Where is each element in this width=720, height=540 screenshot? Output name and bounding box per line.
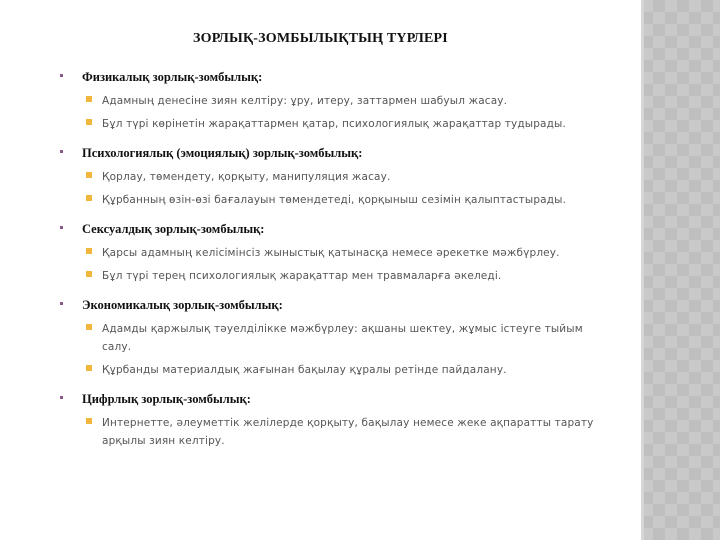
square-bullet-icon	[86, 195, 92, 201]
list-item: Адамның денесіне зиян келтіру: ұру, итеру, заттармен шабуыл жасау.	[60, 91, 610, 109]
list-item: Құрбанның өзін-өзі бағалауын төмендетеді, қорқыныш сезімін қалыптастырады.	[60, 190, 610, 208]
section-psychological	[60, 144, 610, 208]
square-bullet-icon	[60, 226, 63, 229]
side-panel-edge	[641, 0, 644, 540]
list-item: Бұл түрі көрінетін жарақаттармен қатар, психологиялық жарақаттар тудырады.	[60, 114, 610, 132]
list-item-heading: Сексуалдық зорлық-зомбылық:	[60, 220, 610, 238]
list-item: Құрбанды материалдық жағынан бақылау құралы ретінде пайдалану.	[60, 360, 610, 378]
square-bullet-icon	[86, 172, 92, 178]
square-bullet-icon	[86, 96, 92, 102]
section-sexual	[60, 220, 610, 284]
square-bullet-icon	[86, 248, 92, 254]
decorative-side-panel	[641, 0, 720, 540]
section-economic	[60, 296, 610, 378]
list-item-heading: Психологиялық (эмоциялық) зорлық-зомбылық:	[60, 144, 610, 162]
square-bullet-icon	[86, 324, 92, 330]
square-bullet-icon	[86, 119, 92, 125]
bullet-list	[60, 68, 610, 461]
square-bullet-icon	[60, 396, 63, 399]
list-item-heading: Физикалық зорлық-зомбылық:	[60, 68, 610, 86]
square-bullet-icon	[60, 302, 63, 305]
list-item: Интернетте, әлеуметтік желілерде қорқыту, бақылау немесе жеке ақпаратты тарату арқылы зиян келтіру.	[60, 413, 610, 449]
square-bullet-icon	[86, 271, 92, 277]
list-item: Бұл түрі терең психологиялық жарақаттар мен травмаларға әкеледі.	[60, 266, 610, 284]
square-bullet-icon	[60, 74, 63, 77]
list-item: Адамды қаржылық тәуелділікке мәжбүрлеу: ақшаны шектеу, жұмыс істеуге тыйым салу.	[60, 319, 610, 355]
section-digital	[60, 390, 610, 449]
list-item-heading: Цифрлық зорлық-зомбылық:	[60, 390, 610, 408]
square-bullet-icon	[60, 150, 63, 153]
list-item-heading: Экономикалық зорлық-зомбылық:	[60, 296, 610, 314]
square-bullet-icon	[86, 418, 92, 424]
list-item: Қарсы адамның келісімінсіз жыныстық қатынасқа немесе әрекетке мәжбүрлеу.	[60, 243, 610, 261]
square-bullet-icon	[86, 365, 92, 371]
list-item: Қорлау, төмендету, қорқыту, манипуляция жасау.	[60, 167, 610, 185]
section-physical	[60, 68, 610, 132]
slide-title: ЗОРЛЫҚ-ЗОМБЫЛЫҚТЫҢ ТҮРЛЕРІ	[193, 31, 448, 46]
